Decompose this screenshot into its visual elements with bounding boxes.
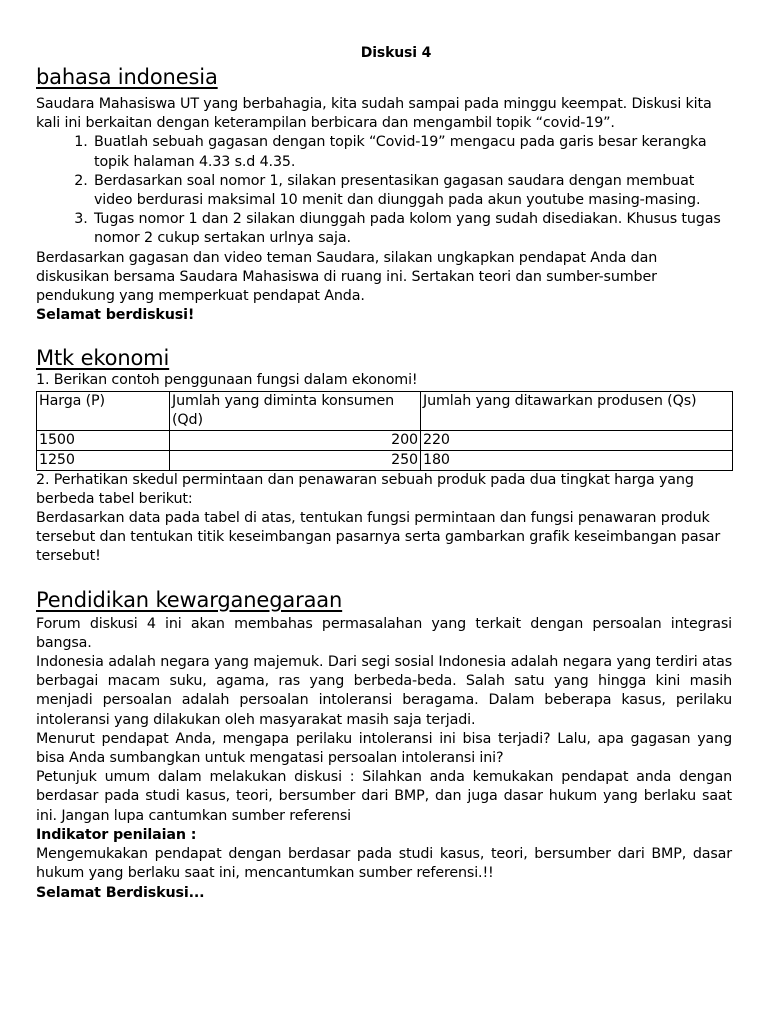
cell-qd: 200 <box>170 430 421 450</box>
heading-bahasa-indonesia: bahasa indonesia <box>36 65 218 89</box>
document-title: Diskusi 4 <box>360 45 432 61</box>
mtk-question-2: 2. Perhatikan skedul permintaan dan penawaran sebuah produk pada dua tingkat harga yang berbeda tabel berikut: <box>36 471 694 507</box>
mtk-question-1: 1. Berikan contoh penggunaan fungsi dalam ekonomi! <box>36 372 418 389</box>
bahasa-closing: Berdasarkan gagasan dan video teman Saudara, silakan ungkapkan pendapat Anda dan diskusikan bersama Saudara Mahasiswa di ruang ini. Sertakan teori dan sumber-sumber pendukung yang memperkuat pendapat Anda. <box>36 249 658 305</box>
pkn-paragraph-1: Forum diskusi 4 ini akan membahas permasalahan yang terkait dengan persoalan integrasi bangsa. <box>36 615 732 651</box>
table-row <box>37 430 733 450</box>
table-header-row <box>37 391 733 430</box>
pkn-indikator-label: Indikator penilaian : <box>36 826 197 843</box>
bahasa-task-1: 1. Buatlah sebuah gagasan dengan topik “Covid-19” mengacu pada garis besar kerangka topik halaman 4.33 s.d 4.35. <box>92 133 732 171</box>
cell-qs: 220 <box>421 430 733 450</box>
header-harga: Harga (P) <box>37 391 170 430</box>
pkn-paragraph-3: Menurut pendapat Anda, mengapa perilaku intoleransi ini bisa terjadi? Lalu, apa gagasan yang bisa Anda sumbangkan untuk mengatasi persoalan intoleransi ini? <box>36 730 732 767</box>
mtk-question-2-detail: Berdasarkan data pada tabel di atas, tentukan fungsi permintaan dan fungsi penawaran produk tersebut dan tentukan titik keseimbangan pasarnya serta gambarkan grafik keseimbangan pasar tersebut! <box>36 510 721 565</box>
heading-pkn: Pendidikan kewarganegaraan <box>36 587 343 612</box>
table-row <box>37 450 733 470</box>
pkn-greeting: Selamat Berdiskusi... <box>36 884 205 901</box>
cell-harga: 1500 <box>37 430 170 450</box>
bahasa-intro: Saudara Mahasiswa UT yang berbahagia, kita sudah sampai pada minggu keempat. Diskusi kita kali ini berkaitan dengan keterampilan berbicara dan mengambil topik “covid-19”. <box>36 96 712 132</box>
cell-qs: 180 <box>421 450 733 470</box>
header-qd: Jumlah yang diminta konsumen (Qd) <box>170 391 421 430</box>
header-qs: Jumlah yang ditawarkan produsen (Qs) <box>421 391 733 430</box>
pkn-indikator-text: Mengemukakan pendapat dengan berdasar pada studi kasus, teori, bersumber dari BMP, dasar hukum yang berlaku saat ini, mencantumkan sumber referensi.!! <box>36 846 732 882</box>
bahasa-task-3: 3. Tugas nomor 1 dan 2 silakan diunggah pada kolom yang sudah disediakan. Khusus tugas nomor 2 cukup sertakan urlnya saja. <box>92 210 732 248</box>
cell-qd: 250 <box>170 450 421 470</box>
cell-harga: 1250 <box>37 450 170 470</box>
bahasa-greeting: Selamat berdiskusi! <box>36 307 195 324</box>
bahasa-task-list <box>36 133 732 248</box>
pkn-paragraph-2: Indonesia adalah negara yang majemuk. Dari segi sosial Indonesia adalah negara yang terdiri atas berbagai macam suku, agama, ras yang berbeda-beda. Salah satu yang hingga kini masih menjadi persoalan adalah persoalan intoleransi beragama. Dalam beberapa kasus, perilaku intoleransi yang dilakukan oleh masyarakat masih saja terjadi. <box>36 654 732 728</box>
pkn-paragraph-4: Petunjuk umum dalam melakukan diskusi : Silahkan anda kemukakan pendapat anda dengan berdasar pada studi kasus, teori, bersumber dari BMP, dan juga dasar hukum yang berlaku saat ini. Jangan lupa cantumkan sumber referensi <box>36 769 732 824</box>
heading-mtk-ekonomi: Mtk ekonomi <box>36 346 170 371</box>
demand-supply-table <box>36 391 733 471</box>
bahasa-task-2: 2. Berdasarkan soal nomor 1, silakan presentasikan gagasan saudara dengan membuat video berdurasi maksimal 10 menit dan diunggah pada akun youtube masing-masing. <box>92 172 732 210</box>
